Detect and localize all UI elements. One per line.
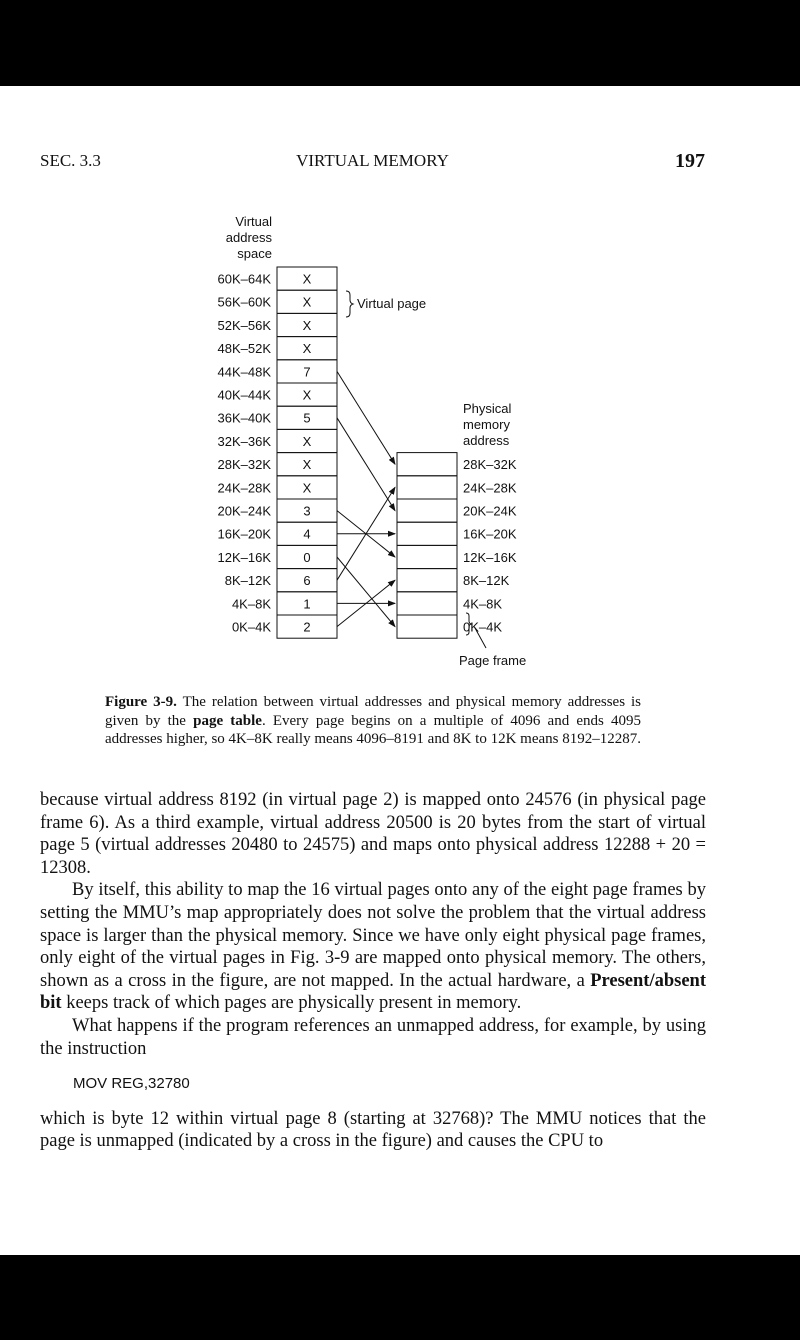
caption-text: The relation between virtual addresses and physical memory addresses is given by the <box>105 694 642 729</box>
page-frame-cell <box>397 522 457 545</box>
virtual-range-label: 44K–48K <box>217 364 271 380</box>
page-frame-cell <box>397 453 457 476</box>
virtual-range-label: 28K–32K <box>217 457 271 473</box>
page-table-entry: X <box>302 317 312 333</box>
virtual-range-label: 4K–8K <box>231 596 271 612</box>
page-frame-label: Page frame <box>459 653 527 668</box>
figure-3-9 <box>0 200 800 685</box>
physical-range-label: 12K–16K <box>463 549 517 565</box>
virtual-range-label: 20K–24K <box>217 503 271 519</box>
physical-range-label: 16K–20K <box>463 526 517 542</box>
paragraph: which is byte 12 within virtual page 8 (starting at 32768)? The MMU notices that the page is unmapped (indicated by a cross in the figure) and causes the CPU to <box>40 1108 706 1152</box>
figure-caption <box>105 693 641 749</box>
page-table-entry: 4 <box>303 526 311 542</box>
virtual-range-label: 12K–16K <box>217 549 271 565</box>
physical-title-line: address <box>463 433 510 448</box>
virtual-page-label: Virtual page <box>357 296 427 311</box>
virtual-range-label: 56K–60K <box>217 294 271 310</box>
virtual-range-label: 60K–64K <box>217 271 271 287</box>
virtual-title-line: Virtual <box>235 214 272 229</box>
page-table-entry: 2 <box>303 619 311 635</box>
page-table-entry: 3 <box>303 503 311 519</box>
code-instruction: MOV REG,32780 <box>73 1075 190 1093</box>
bottom-black-bar <box>0 1255 800 1340</box>
section-label: SEC. 3.3 <box>40 151 101 170</box>
page-table-entry: 0 <box>303 549 311 565</box>
physical-range-label: 8K–12K <box>463 573 510 589</box>
page-table-entry: X <box>302 341 312 357</box>
virtual-range-label: 24K–28K <box>217 480 271 496</box>
virtual-page-brace <box>346 291 353 317</box>
virtual-range-label: 8K–12K <box>224 573 271 589</box>
page-frame-cell <box>397 592 457 615</box>
page-table-entry: X <box>302 271 312 287</box>
physical-title-line: memory <box>463 417 510 432</box>
physical-range-label: 4K–8K <box>463 596 503 612</box>
page-table-entry: 6 <box>303 573 311 589</box>
physical-title-line: Physical <box>463 401 512 416</box>
virtual-title-line: space <box>237 246 272 261</box>
page-table-diagram <box>0 200 800 680</box>
paragraph: because virtual address 8192 (in virtual page 2) is mapped onto 24576 (in physical page frame 6). As a third example, virtual address 20500 is 20 bytes from the start of virtual page 5 (virtual addresses 20480 to 24575) and maps onto physical address 12288 + 20 = 12308. <box>40 790 706 878</box>
page-number: 197 <box>675 150 705 172</box>
physical-range-label: 20K–24K <box>463 503 517 519</box>
paragraph-text: By itself, this ability to map the 16 virtual pages onto any of the eight page frames by setting the MMU’s map appropriately does not solve the problem that the virtual address space is larger than the physical memory. Since we have only eight physical page frames, only eight of the virtual pages in Fig. 3-9 are mapped onto physical memory. The others, shown as a cross in the figure, are not mapped. In the actual hardware, a <box>40 880 706 991</box>
page-table-entry: X <box>302 294 312 310</box>
virtual-range-label: 36K–40K <box>217 410 271 426</box>
virtual-range-label: 32K–36K <box>217 433 271 449</box>
page-frame-cell <box>397 499 457 522</box>
virtual-range-label: 0K–4K <box>231 619 271 635</box>
top-black-bar <box>0 0 800 86</box>
page-table-entry: 7 <box>303 364 311 380</box>
virtual-range-label: 52K–56K <box>217 317 271 333</box>
physical-range-label: 24K–28K <box>463 480 517 496</box>
page-frame-cell <box>397 545 457 568</box>
virtual-title-line: address <box>225 230 272 245</box>
page-frame-cell <box>397 615 457 638</box>
paragraph: What happens if the program references an unmapped address, for example, by using the instruction <box>40 1015 706 1059</box>
page-table-entry: X <box>302 457 312 473</box>
running-title: VIRTUAL MEMORY <box>296 151 449 170</box>
caption-label: Figure 3-9. <box>105 694 177 710</box>
physical-range-label: 28K–32K <box>463 457 517 473</box>
page-table-entry: 5 <box>303 410 311 426</box>
page-table-entry: X <box>302 387 312 403</box>
page-table-entry: X <box>302 433 312 449</box>
page-table-entry: X <box>302 480 312 496</box>
virtual-range-label: 16K–20K <box>217 526 271 542</box>
paragraph <box>40 879 706 1015</box>
page-frame-cell <box>397 569 457 592</box>
mapping-arrow <box>337 371 395 464</box>
virtual-range-label: 40K–44K <box>217 387 271 403</box>
bold-term: Present/absent bit <box>40 970 706 1014</box>
body-text <box>40 789 706 1153</box>
page-table-entry: 1 <box>303 596 311 612</box>
page-frame-cell <box>397 476 457 499</box>
caption-bold-term: page table <box>193 712 262 729</box>
physical-range-label: 0K–4K <box>463 619 503 635</box>
caption-text: . Every page begins on a multiple of 4096 and ends 4095 addresses higher, so 4K–8K really means 4096–8191 and 8K to 12K means 8192–12287. <box>105 712 641 747</box>
mapping-arrow <box>337 557 395 627</box>
mapping-arrow <box>337 418 395 511</box>
paragraph-text: keeps track of which pages are physically present in memory. <box>61 993 522 1014</box>
virtual-range-label: 48K–52K <box>217 341 271 357</box>
